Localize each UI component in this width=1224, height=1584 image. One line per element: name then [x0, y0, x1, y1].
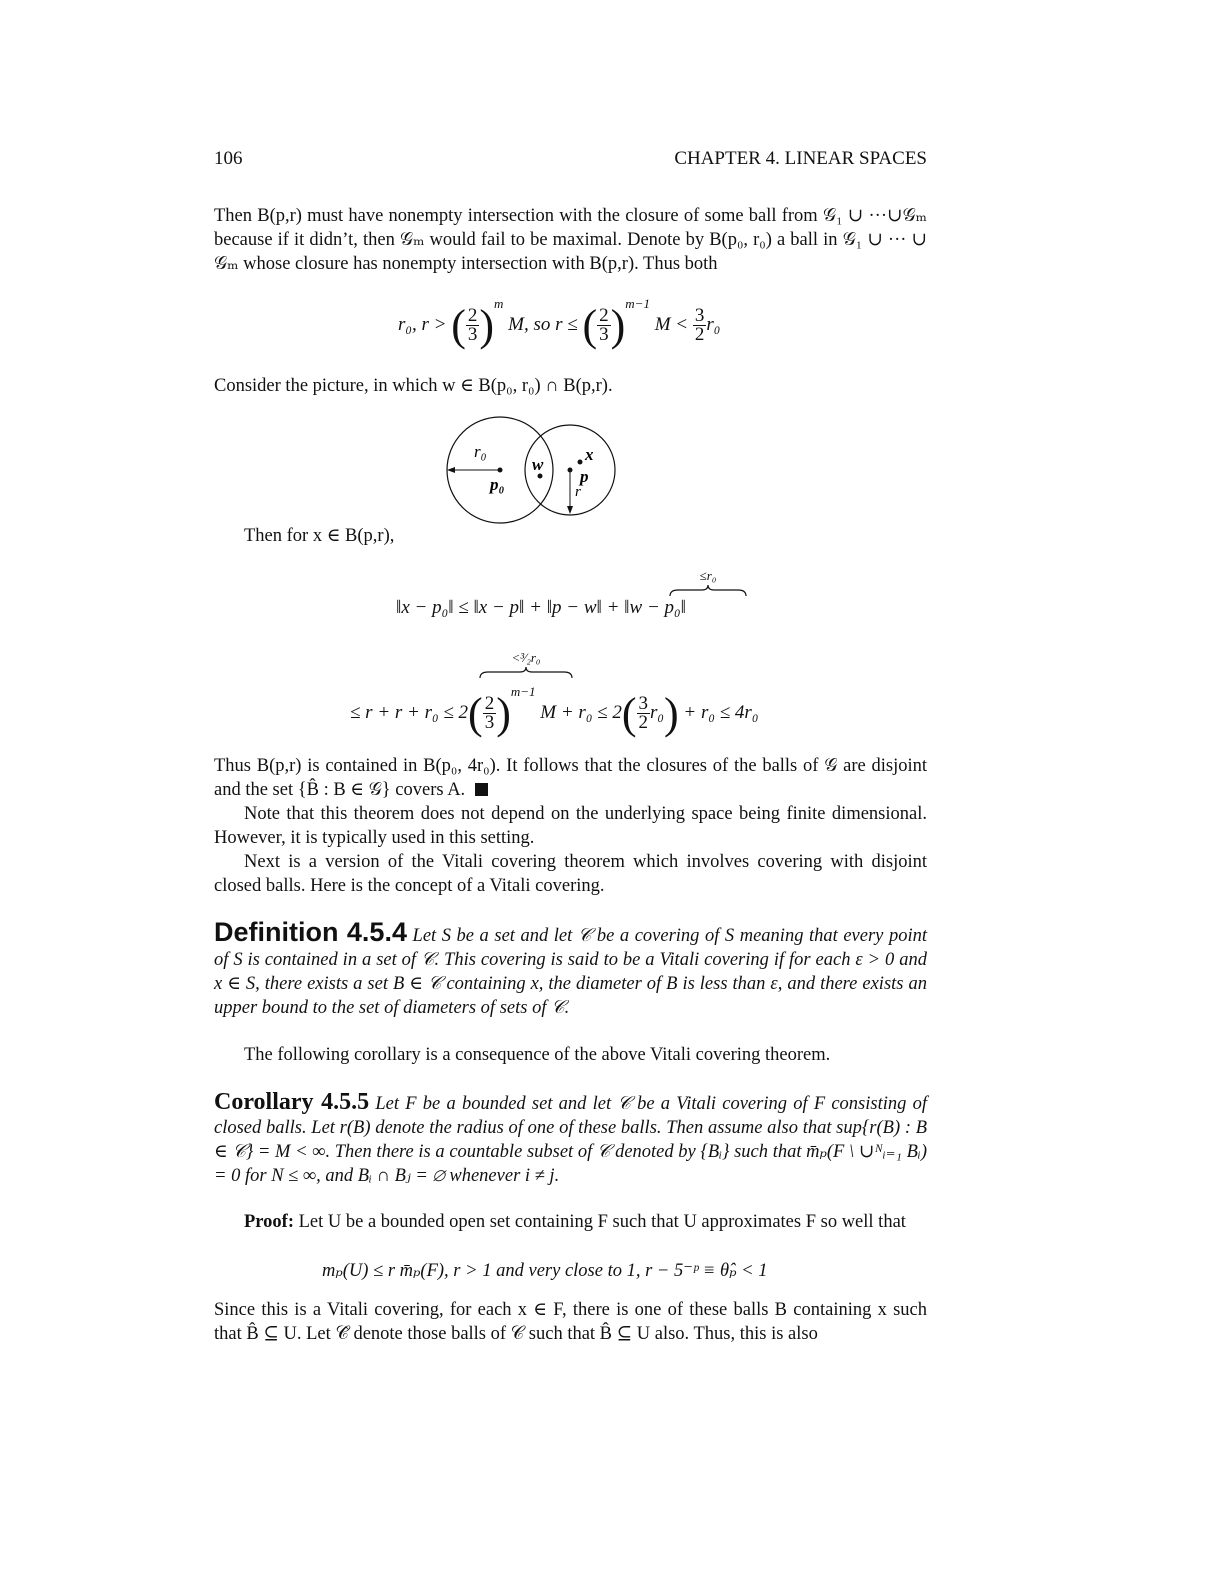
corollary-title: Corollary 4.5.5 — [214, 1089, 370, 1115]
point-w-dot — [538, 474, 543, 479]
paragraph-corollary-intro: The following corollary is a consequence of the above Vitali covering theorem. — [244, 1045, 831, 1065]
paragraph-note: Note that this theorem does not depend on the underlying space being finite dimensional. However, it is typically used in this setting. — [214, 804, 927, 848]
corollary-block — [214, 1090, 927, 1188]
eq1-right: M < — [654, 314, 689, 335]
paragraph-vitali-covering: Since this is a Vitali covering, for each x ∈ F, there is one of these balls B containing x such that B̂ ⊆ U. Let 𝒞̂ denote those balls of 𝒞 such that B̂ ⊆ U also. Thus, this is also — [214, 1300, 927, 1344]
equation-triangle-inequality: ‖x − p₀‖ ≤ ‖x − p‖ + ‖p − w‖ + ‖w − p₀‖ — [396, 597, 686, 618]
eq3-part-d: + r₀ ≤ 4r₀ — [683, 702, 759, 723]
radius-r0-arrowhead — [447, 467, 455, 473]
corollary-body: Let F be a bounded set and let 𝒞 be a Vitali covering of F consisting of closed balls. Let r(B) denote the radius of one of these balls. Then assume also that sup{r(B) : B ∈ 𝒞} = M < ∞. Then there is a countable subset of 𝒞 denoted by {Bᵢ} such that m̄ₚ(F \ ∪ᴺᵢ₌₁ Bᵢ) = 0 for N ≤ ∞, and Bᵢ ∩ Bⱼ = ∅ whenever i ≠ j. — [214, 1094, 927, 1186]
paragraph-next-version: Next is a version of the Vitali covering theorem which involves covering with disjoint closed balls. Here is the concept of a Vitali covering. — [214, 852, 927, 896]
eq1-exp-m: m — [494, 296, 504, 311]
point-x-dot — [578, 460, 583, 465]
eq3-exp: m−1 — [510, 684, 536, 699]
label-r0: r₀ — [474, 442, 487, 461]
eq3-brace-label: <³⁄₂r₀ — [511, 650, 541, 665]
proof-paragraph — [214, 1210, 927, 1234]
eq1-mid: M, so r ≤ — [508, 314, 578, 335]
equation-approximation: mₚ(U) ≤ r m̄ₚ(F), r > 1 and very close to 1, r − 5⁻ᵖ ≡ θ̂ₚ < 1 — [322, 1261, 768, 1281]
label-w: w — [532, 455, 544, 474]
chapter-title: CHAPTER 4. LINEAR SPACES — [674, 148, 927, 169]
equation-radius-bounds: r₀, r > ( $\frac{2}{3}$ )$^m$ M, so r ≤ ( $\frac{2}{3}$ )$^{m-1}$ M < $\frac{3}{2}$ r₀ — [398, 296, 721, 351]
label-p0: p₀ — [490, 475, 505, 494]
eq1-left: r₀, r > — [398, 314, 447, 335]
eq2-overbrace — [668, 584, 748, 598]
radius-r-arrowhead — [567, 506, 573, 514]
equation-bound-chain: ≤ r + r + r₀ ≤ 2( $\frac{2}{3}$ )$^{m-1}$ M + r₀ ≤ 2( $\frac{3}{2}$ r₀) + r₀ ≤ 4r₀ — [350, 684, 759, 739]
label-r: r — [575, 484, 581, 500]
paragraph-maximal-ball: Then B(p,r) must have nonempty intersection with the closure of some ball from 𝒢₁ ∪ ···∪𝒢ₘ because if it didn’t, then 𝒢ₘ would fail to be maximal. Denote by B(p₀, r₀) a ball in 𝒢₁ ∪ ··· ∪ 𝒢ₘ whose closure has nonempty intersection with B(p,r). Thus both — [214, 206, 927, 274]
eq1-exp-m-minus-1: m−1 — [625, 296, 650, 311]
definition-block — [214, 917, 927, 1020]
eq3-part-a: ≤ r + r + r₀ ≤ 2 — [350, 702, 469, 723]
eq3-overbrace — [478, 666, 574, 680]
proof-body: Let U be a bounded open set containing F such that U approximates F so well that — [298, 1212, 906, 1232]
label-x: x — [585, 445, 594, 464]
page-header — [214, 148, 927, 170]
page-number: 106 — [214, 148, 243, 169]
label-p: p — [580, 467, 589, 486]
eq3-part-c: r₀ — [650, 702, 665, 723]
eq1-tail: r₀ — [706, 314, 721, 335]
center-p-dot — [568, 468, 573, 473]
eq3-part-b: M + r₀ ≤ 2 — [540, 702, 622, 723]
center-p0-dot — [498, 468, 503, 473]
paragraph-picture-intro: Consider the picture, in which w ∈ B(p₀, r₀) ∩ B(p,r). — [214, 376, 613, 396]
paragraph-containment — [214, 754, 927, 802]
qed-square-icon — [475, 783, 488, 796]
two-balls-figure — [440, 412, 625, 530]
definition-title: Definition 4.5.4 — [214, 917, 407, 947]
containment-text: Thus B(p,r) is contained in B(p₀, 4r₀). It follows that the closures of the balls of 𝒢 are disjoint and the set {B̂ : B ∈ 𝒢} covers A. — [214, 756, 927, 800]
eq2-brace-label: ≤r₀ — [699, 568, 717, 583]
definition-body: Let S be a set and let 𝒞 be a covering of S meaning that every point of S is contained in a set of 𝒞. This covering is said to be a Vitali covering if for each ε > 0 and x ∈ S, there exists a set B ∈ 𝒞 containing x, the diameter of B is less than ε, and there exists an upper bound to the set of diameters of sets of 𝒞. — [214, 926, 927, 1018]
paragraph-then-for-x: Then for x ∈ B(p,r), — [244, 526, 395, 546]
proof-label: Proof: — [244, 1212, 294, 1232]
